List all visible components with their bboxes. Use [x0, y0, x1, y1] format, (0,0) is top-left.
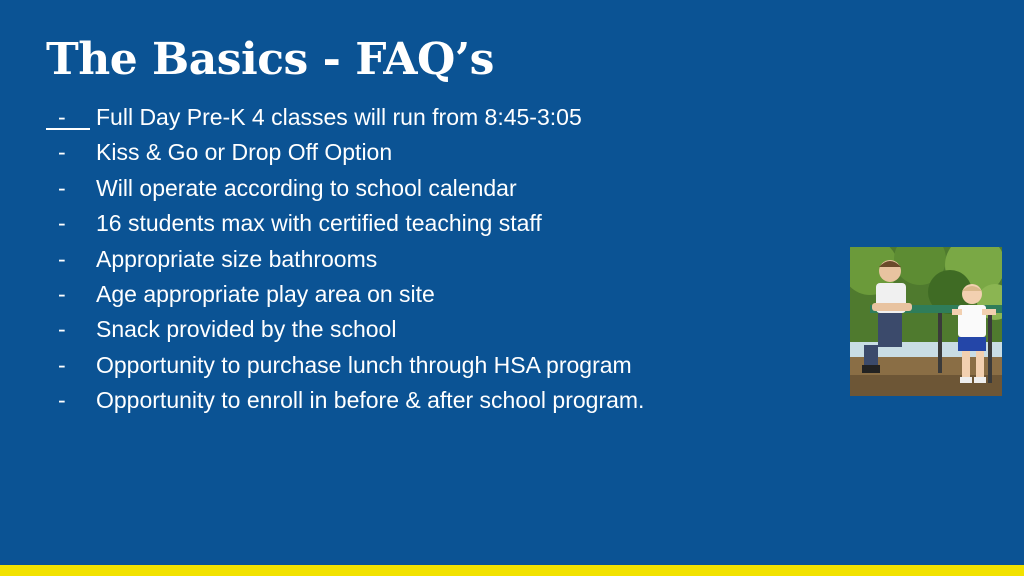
list-item-text: Will operate according to school calendar	[96, 174, 517, 201]
list-item	[46, 383, 644, 418]
bullet-dash: -	[58, 351, 66, 378]
list-item-text: Opportunity to purchase lunch through HSA program	[96, 351, 632, 378]
bullet-dash: -	[58, 280, 66, 307]
playground-children-photo	[850, 247, 1002, 396]
bullet-dash: -	[58, 174, 66, 201]
slide-title: The Basics - FAQ’s	[46, 34, 494, 85]
list-item	[46, 100, 644, 135]
faq-bullet-list	[46, 100, 644, 419]
list-item-text: Appropriate size bathrooms	[96, 245, 378, 272]
bullet-dash: -	[58, 387, 66, 414]
list-item	[46, 242, 644, 277]
bullet-dash: -	[58, 316, 66, 343]
list-item-text: Opportunity to enroll in before & after school program.	[96, 387, 645, 414]
list-item-text: Snack provided by the school	[96, 316, 397, 343]
bullet-dash: -	[46, 100, 90, 130]
list-item	[46, 277, 644, 312]
list-item-text: Kiss & Go or Drop Off Option	[96, 139, 393, 166]
list-item	[46, 135, 644, 170]
list-item-text: 16 students max with certified teaching staff	[96, 210, 542, 237]
list-item	[46, 312, 644, 347]
bullet-dash: -	[58, 245, 66, 272]
list-item	[46, 171, 644, 206]
bullet-dash: -	[58, 139, 66, 166]
list-item	[46, 206, 644, 241]
bullet-dash: -	[58, 210, 66, 237]
list-item-text: Age appropriate play area on site	[96, 280, 435, 307]
accent-bar	[0, 565, 1024, 576]
list-item	[46, 348, 644, 383]
list-item-text: Full Day Pre-K 4 classes will run from 8:45-3:05	[96, 104, 582, 130]
